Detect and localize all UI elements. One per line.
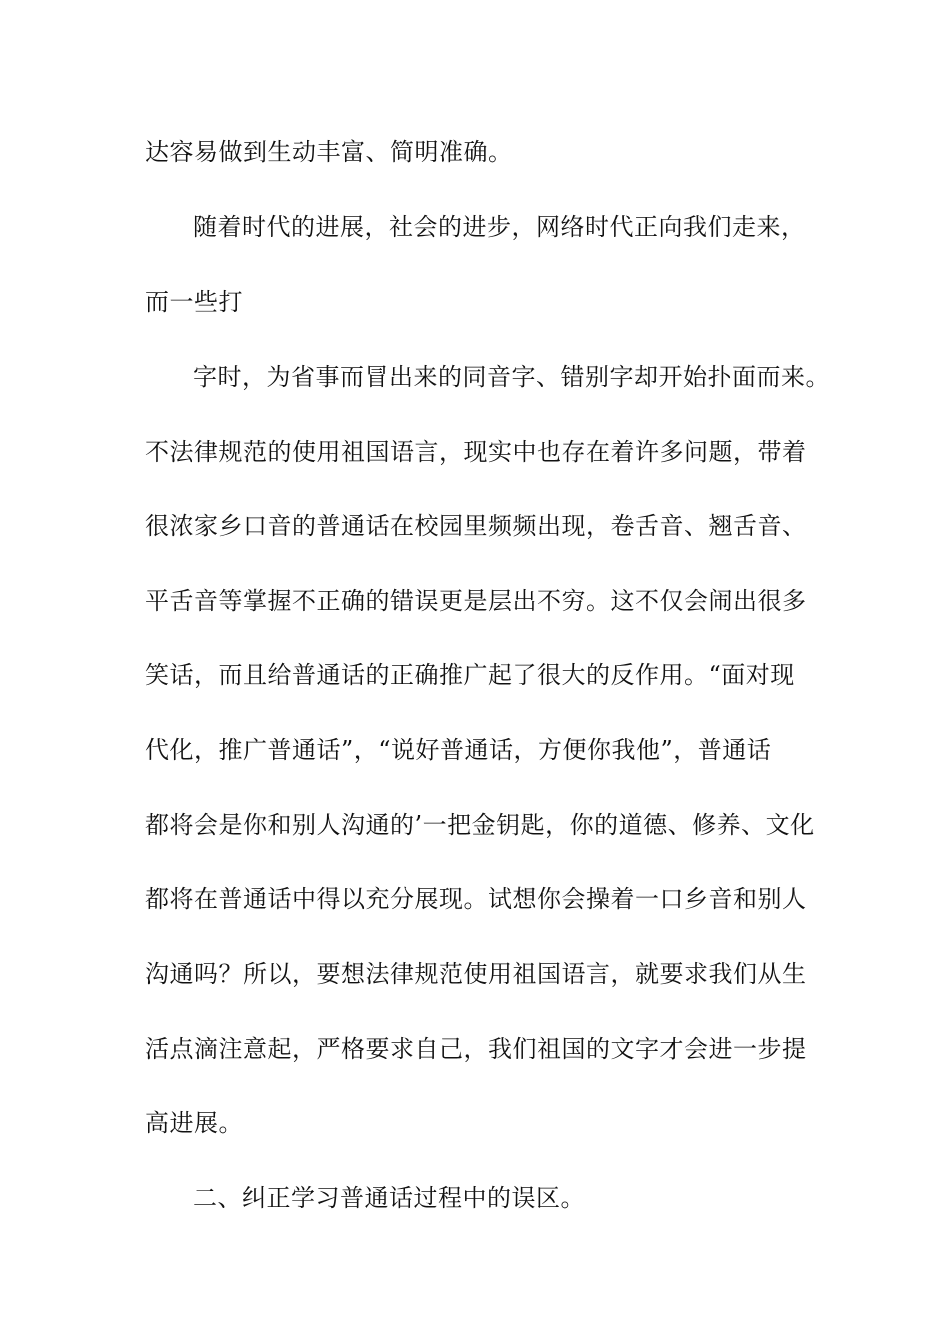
paragraph-line: 字时，为省事而冒出来的同音字、错别字却开始扑面而来。 [193, 363, 830, 391]
text-line: 达容易做到生动丰富、简明准确。 [145, 138, 513, 166]
text-line: 代化，推广普通话”，“说好普通话，方便你我他”，普通话 [145, 736, 772, 764]
text-line: 高进展。 [145, 1109, 243, 1137]
text-line: 很浓家乡口音的普通话在校园里频频出现，卷舌音、翘舌音、 [145, 512, 807, 540]
text-line: 活点滴注意起，严格要求自己，我们祖国的文字才会进一步提 [145, 1035, 807, 1063]
paragraph-line: 随着时代的进展，社会的进步，网络时代正向我们走来， [193, 213, 806, 241]
text-line: 沟通吗？所以，要想法律规范使用祖国语言，就要求我们从生 [145, 960, 807, 988]
text-line: 不法律规范的使用祖国语言，现实中也存在着许多问题，带着 [145, 438, 807, 466]
section-heading: 二、纠正学习普通话过程中的误区。 [193, 1184, 585, 1212]
text-line: 而一些打 [145, 288, 243, 316]
text-line: 平舌音等掌握不正确的错误更是层出不穷。这不仅会闹出很多 [145, 587, 807, 615]
text-line: 都将在普通话中得以充分展现。试想你会操着一口乡音和别人 [145, 885, 807, 913]
text-line: 笑话，而且给普通话的正确推广起了很大的反作用。“面对现 [145, 661, 795, 689]
text-line: 都将会是你和别人沟通的’一把金钥匙，你的道德、修养、文化 [145, 811, 815, 839]
